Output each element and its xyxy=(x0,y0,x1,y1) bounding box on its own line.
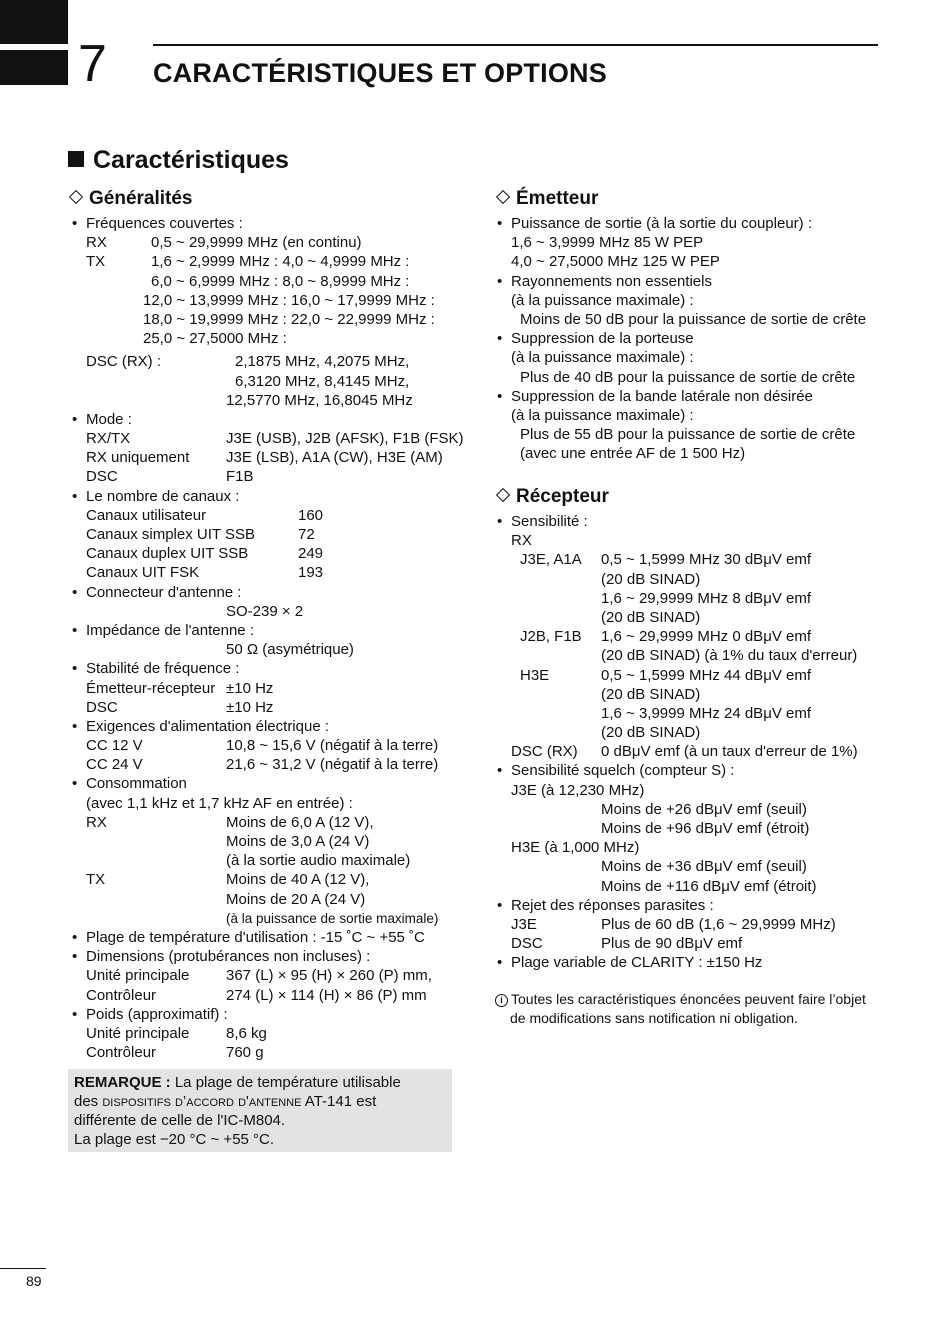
spec-label: (20 dB SINAD) xyxy=(601,570,701,588)
spec-line xyxy=(68,233,478,252)
spec-line xyxy=(68,467,478,486)
remark-line-3: différente de celle de l'IC-M804. xyxy=(74,1112,286,1129)
bullet-item xyxy=(68,774,478,793)
bullet-item xyxy=(68,410,478,429)
spec-line xyxy=(68,563,478,582)
spec-line xyxy=(68,736,478,755)
spec-label: DSC (RX) xyxy=(511,743,578,761)
bullet-item xyxy=(495,761,915,780)
spec-label: H3E xyxy=(520,666,550,684)
bullet-item xyxy=(68,583,478,602)
bullet-item xyxy=(68,487,478,506)
remark-box xyxy=(68,1069,452,1152)
spec-label: Contrôleur xyxy=(86,986,157,1004)
spec-label: • Impédance de l'antenne : xyxy=(86,621,254,640)
spec-line xyxy=(495,627,915,646)
spec-value: 249 xyxy=(298,545,324,563)
generalites-list xyxy=(68,214,478,1062)
spec-label: J3E, A1A xyxy=(520,551,582,569)
spec-label: 6,3120 MHz, 8,4145 MHz, xyxy=(235,372,410,390)
spec-label: RX uniquement xyxy=(86,449,190,467)
spec-line xyxy=(68,813,478,832)
spec-value: F1B xyxy=(226,468,254,486)
spec-label: J2B, F1B xyxy=(520,628,582,646)
spec-line xyxy=(495,570,915,589)
spec-label: Unité principale xyxy=(86,967,190,985)
spec-value: ±10 Hz xyxy=(226,679,274,697)
spec-label: RX/TX xyxy=(86,430,131,448)
spec-label: • Stabilité de fréquence : xyxy=(86,659,239,678)
remark-line-2b: AT-141 est xyxy=(301,1093,377,1110)
spec-value: 10,8 ~ 15,6 V (négatif à la terre) xyxy=(226,737,439,755)
spec-label: (20 dB SINAD) xyxy=(601,608,701,626)
footnote-line-2: de modifications sans notification ni obligation. xyxy=(510,1010,798,1026)
spec-value: 0,5 ~ 29,9999 MHz (en continu) xyxy=(151,234,362,252)
spec-line xyxy=(68,429,478,448)
page-number-rule xyxy=(0,1268,46,1269)
heading-generalites: Généralités xyxy=(68,188,193,210)
spec-value: 274 (L) × 114 (H) × 86 (P) mm xyxy=(226,986,427,1004)
emetteur-list xyxy=(495,214,915,463)
spec-label: Canaux simplex UIT SSB xyxy=(86,526,255,543)
spec-label: Moins de +116 dBμV emf (étroit) xyxy=(601,877,817,895)
spec-line xyxy=(68,870,478,889)
spec-label: 1,6 ~ 3,9999 MHz 24 dBμV emf xyxy=(601,704,812,722)
spec-label: Contrôleur xyxy=(86,1044,157,1062)
spec-value: 367 (L) × 95 (H) × 260 (P) mm, xyxy=(226,967,432,985)
spec-label: Moins de +96 dBμV emf (étroit) xyxy=(601,820,810,837)
heading-recepteur: Récepteur xyxy=(495,486,609,508)
remark-smallcaps: dispositifs d’accord d'antenne xyxy=(102,1093,302,1110)
spec-label: • Rejet des réponses parasites : xyxy=(511,896,714,915)
spec-line xyxy=(68,391,478,410)
spec-label: • Suppression de la porteuse xyxy=(511,329,694,348)
spec-label: 1,6 ~ 3,9999 MHz 85 W PEP xyxy=(511,234,704,252)
spec-label: (20 dB SINAD) (à 1% du taux d'erreur) xyxy=(601,647,858,665)
bullet-item xyxy=(495,953,915,972)
spec-label: SO-239 × 2 xyxy=(226,602,304,620)
spec-line xyxy=(68,252,478,271)
spec-label: 18,0 ~ 19,9999 MHz : 22,0 ~ 22,9999 MHz : xyxy=(143,310,435,328)
spec-label: Moins de +26 dBμV emf (seuil) xyxy=(601,800,807,818)
chapter-tab-block-bottom xyxy=(0,50,68,85)
bullet-item xyxy=(495,896,915,915)
recepteur-list xyxy=(495,512,915,973)
spec-label: TX xyxy=(86,253,106,271)
spec-label: (à la puissance maximale) : xyxy=(511,406,694,424)
spec-value: 193 xyxy=(298,564,324,582)
spec-line xyxy=(495,838,915,857)
spec-line xyxy=(495,444,915,463)
spec-line xyxy=(68,794,478,813)
diamond-icon xyxy=(69,190,83,204)
spec-line xyxy=(68,986,478,1005)
spec-line xyxy=(495,291,915,310)
spec-line xyxy=(495,877,915,896)
spec-label: • Mode : xyxy=(86,410,132,429)
spec-label: • Sensibilité : xyxy=(511,512,588,531)
spec-value: 21,6 ~ 31,2 V (négatif à la terre) xyxy=(226,756,439,774)
spec-label: • Sensibilité squelch (compteur S) : xyxy=(511,761,734,780)
spec-label: • Dimensions (protubérances non incluses) : xyxy=(86,947,370,966)
header-rule xyxy=(153,44,878,46)
spec-line xyxy=(495,310,915,329)
spec-line xyxy=(68,448,478,467)
spec-label: (20 dB SINAD) xyxy=(601,724,701,742)
spec-label: (avec une entrée AF de 1 500 Hz) xyxy=(520,445,746,463)
bullet-item xyxy=(495,329,915,348)
spec-value: J3E (USB), J2B (AFSK), F1B (FSK) xyxy=(226,430,464,448)
spec-line xyxy=(68,890,478,909)
spec-label: DSC xyxy=(511,935,543,953)
info-icon: i xyxy=(495,994,508,1007)
spec-label: • Plage variable de CLARITY : ±150 Hz xyxy=(511,953,762,972)
bullet-item xyxy=(68,621,478,640)
footnote xyxy=(495,990,866,1028)
bullet-item xyxy=(68,717,478,736)
bullet-item xyxy=(68,214,478,233)
spec-line xyxy=(495,723,915,742)
spec-label: (à la puissance de sortie maximale) xyxy=(226,910,439,926)
spec-value: 8,6 kg xyxy=(226,1024,267,1042)
spec-label: CC 12 V xyxy=(86,737,143,755)
spec-label: RX xyxy=(511,532,532,550)
spec-value: 1,6 ~ 2,9999 MHz : 4,0 ~ 4,9999 MHz : xyxy=(151,253,410,271)
spec-label: • Rayonnements non essentiels xyxy=(511,272,712,291)
spec-line xyxy=(68,851,478,870)
spec-label: 50 Ω (asymétrique) xyxy=(226,641,354,659)
spec-value: 2,1875 MHz, 4,2075 MHz, xyxy=(235,353,410,371)
bullet-item xyxy=(495,214,915,233)
bullet-item xyxy=(68,1005,478,1024)
spec-label: Moins de 20 A (24 V) xyxy=(226,890,366,908)
spec-label: 6,0 ~ 6,9999 MHz : 8,0 ~ 8,9999 MHz : xyxy=(151,272,410,290)
spec-label: • Consommation xyxy=(86,774,187,793)
chapter-tab-block-top xyxy=(0,0,68,44)
square-bullet-icon xyxy=(68,151,84,167)
remark-line-1: La plage de température utilisable xyxy=(170,1074,401,1091)
spec-label: • Plage de température d'utilisation : -15 ˚C ~ +55 ˚C xyxy=(86,928,425,947)
chapter-number: 7 xyxy=(78,35,107,93)
spec-label: 12,0 ~ 13,9999 MHz : 16,0 ~ 17,9999 MHz : xyxy=(143,291,435,309)
spec-line xyxy=(68,1024,478,1043)
spec-line xyxy=(495,800,915,819)
spec-label: • Poids (approximatif) : xyxy=(86,1005,228,1024)
spec-label: DSC (RX) : xyxy=(86,353,161,371)
spec-line xyxy=(68,272,478,291)
bullet-item xyxy=(68,659,478,678)
spec-line xyxy=(495,857,915,876)
spec-value: 760 g xyxy=(226,1044,264,1062)
spec-line xyxy=(495,550,915,569)
spec-line xyxy=(495,531,915,550)
spec-label: J3E xyxy=(511,915,537,933)
spec-label: J3E (à 12,230 MHz) xyxy=(511,781,645,799)
spec-label: • Connecteur d'antenne : xyxy=(86,583,241,602)
chapter-title: CARACTÉRISTIQUES ET OPTIONS xyxy=(153,58,607,88)
spec-label: • Fréquences couvertes : xyxy=(86,214,243,233)
spec-label: Moins de +36 dBμV emf (seuil) xyxy=(601,858,807,876)
spec-line xyxy=(68,966,478,985)
spec-line xyxy=(68,525,478,544)
spec-label: Plus de 55 dB pour la puissance de sortie de crête xyxy=(520,426,856,444)
bullet-item xyxy=(495,272,915,291)
spec-line xyxy=(68,544,478,563)
spec-value: J3E (LSB), A1A (CW), H3E (AM) xyxy=(226,449,443,467)
spec-label: 25,0 ~ 27,5000 MHz : xyxy=(143,330,287,348)
spec-label: Canaux utilisateur xyxy=(86,506,207,524)
spec-line xyxy=(68,310,478,329)
spec-line xyxy=(495,646,915,665)
spec-line xyxy=(495,704,915,723)
spec-label: 12,5770 MHz, 16,8045 MHz xyxy=(226,391,413,409)
spec-value: Moins de 40 A (12 V), xyxy=(226,871,370,889)
spec-line xyxy=(68,909,478,928)
spec-value: ±10 Hz xyxy=(226,698,274,716)
spec-label: 1,6 ~ 29,9999 MHz 8 dBμV emf xyxy=(601,589,812,607)
bullet-item xyxy=(68,928,478,947)
remark-line-2a: des xyxy=(74,1093,103,1110)
spec-line xyxy=(68,640,478,659)
section-title: Caractéristiques xyxy=(68,146,289,175)
spec-line xyxy=(495,915,915,934)
spec-label: Plus de 40 dB pour la puissance de sortie de crête xyxy=(520,368,856,386)
spec-line xyxy=(68,698,478,717)
spec-line xyxy=(495,934,915,953)
bullet-item xyxy=(495,387,915,406)
spec-label: Moins de 50 dB pour la puissance de sortie de crête xyxy=(520,310,867,328)
spec-label: RX xyxy=(86,813,107,831)
spec-label: (avec 1,1 kHz et 1,7 kHz AF en entrée) : xyxy=(86,794,353,812)
spec-line xyxy=(68,291,478,310)
heading-emetteur: Émetteur xyxy=(495,188,598,210)
spec-line xyxy=(68,506,478,525)
footnote-line-1: Toutes les caractéristiques énoncées peuvent faire l’objet xyxy=(511,991,866,1007)
spec-line xyxy=(495,233,915,252)
spec-value: Plus de 90 dBμV emf xyxy=(601,935,743,953)
spec-label: Canaux duplex UIT SSB xyxy=(86,545,249,563)
spec-value: 72 xyxy=(298,526,315,543)
spec-label: Moins de 3,0 A (24 V) xyxy=(226,833,370,850)
spec-line xyxy=(495,425,915,444)
spec-label: • Le nombre de canaux : xyxy=(86,487,239,506)
spec-label: • Exigences d'alimentation électrique : xyxy=(86,717,329,736)
spec-line xyxy=(495,685,915,704)
spec-label: • Puissance de sortie (à la sortie du coupleur) : xyxy=(511,214,812,233)
spec-line xyxy=(68,372,478,391)
spec-label: RX xyxy=(86,234,107,252)
spec-line xyxy=(495,252,915,271)
spec-line xyxy=(68,1043,478,1062)
diamond-icon xyxy=(496,488,510,502)
spec-label: (20 dB SINAD) xyxy=(601,685,701,703)
spec-value: 1,6 ~ 29,9999 MHz 0 dBμV emf xyxy=(601,628,812,646)
spec-label: DSC xyxy=(86,468,118,486)
spec-line xyxy=(495,406,915,425)
spec-value: 0 dBμV emf (à un taux d'erreur de 1%) xyxy=(601,743,858,761)
spec-label: Émetteur-récepteur xyxy=(86,679,216,697)
spec-line xyxy=(68,352,478,371)
spec-line xyxy=(495,589,915,608)
spec-line xyxy=(495,368,915,387)
spec-label: (à la sortie audio maximale) xyxy=(226,852,411,870)
spec-line xyxy=(68,755,478,774)
diamond-icon xyxy=(496,190,510,204)
spec-label: 4,0 ~ 27,5000 MHz 125 W PEP xyxy=(511,253,720,271)
spec-value: 160 xyxy=(298,506,324,524)
spec-line xyxy=(495,742,915,761)
remark-line-4: La plage est −20 °C ~ +55 °C. xyxy=(74,1131,275,1148)
spec-line xyxy=(495,666,915,685)
spec-value: Plus de 60 dB (1,6 ~ 29,9999 MHz) xyxy=(601,915,836,933)
remark-label: REMARQUE : xyxy=(74,1074,171,1091)
spec-line xyxy=(68,679,478,698)
spec-label: Unité principale xyxy=(86,1024,190,1042)
spec-value: Moins de 6,0 A (12 V), xyxy=(226,813,374,831)
spec-label: DSC xyxy=(86,698,118,716)
spec-label: Canaux UIT FSK xyxy=(86,564,200,582)
bullet-item xyxy=(68,947,478,966)
spec-line xyxy=(495,781,915,800)
spec-value: 0,5 ~ 1,5999 MHz 30 dBμV emf xyxy=(601,551,812,569)
spec-line xyxy=(495,819,915,838)
spec-label: CC 24 V xyxy=(86,756,143,774)
spec-line xyxy=(495,608,915,627)
spec-label: (à la puissance maximale) : xyxy=(511,349,694,367)
spec-line xyxy=(68,832,478,851)
spec-value: 0,5 ~ 1,5999 MHz 44 dBμV emf xyxy=(601,666,812,684)
spec-label: • Suppression de la bande latérale non désirée xyxy=(511,387,813,406)
spec-line xyxy=(68,602,478,621)
spec-label: (à la puissance maximale) : xyxy=(511,291,694,309)
spec-label: TX xyxy=(86,871,106,889)
spec-line xyxy=(68,329,478,348)
page-number: 89 xyxy=(26,1273,42,1289)
spec-label: H3E (à 1,000 MHz) xyxy=(511,839,640,857)
spec-line xyxy=(495,348,915,367)
bullet-item xyxy=(495,512,915,531)
